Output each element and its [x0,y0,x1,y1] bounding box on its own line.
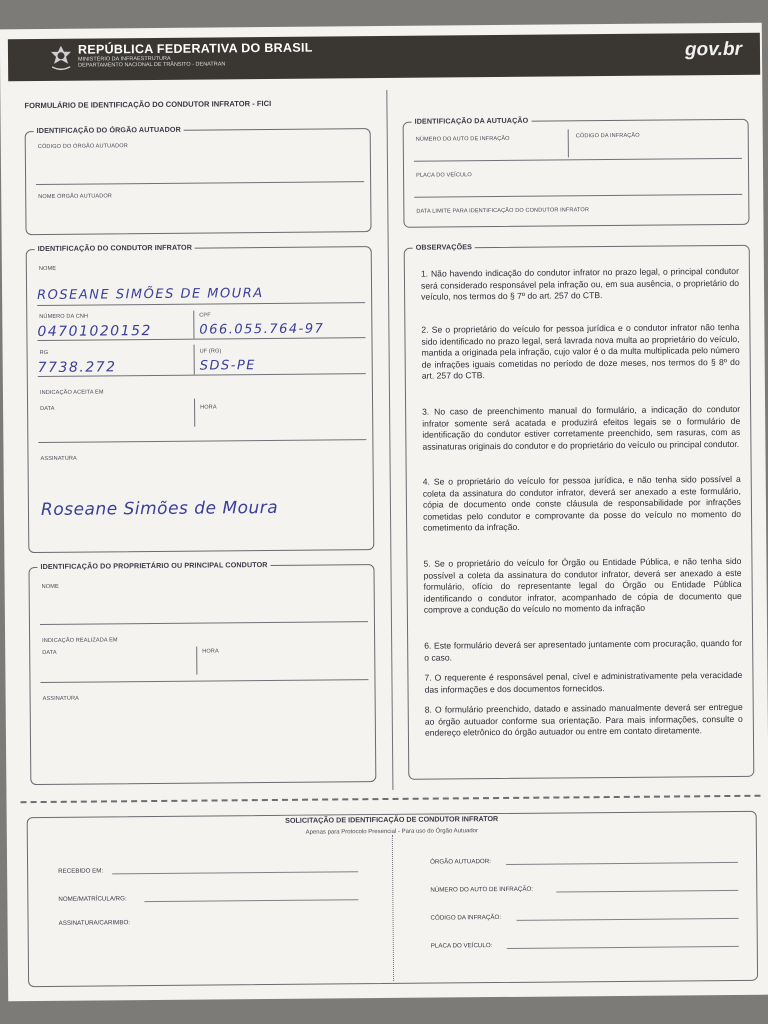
slip-name-label: NOME/MATRÍCULA/RG: [58,895,127,903]
slip-plate-field[interactable] [507,946,739,949]
slip-code-field[interactable] [517,918,739,921]
observacao-4: 4. Se o proprietário do veículo for pessoa jurídica, e não tenha sido possível a coleta da assinatura do condutor infrator, deverá ser anexado a este formulário, cópia de documento onde conste cláusula de responsabilidade por infrações cometidas pelo condutor e comprovante da posse do veículo no momento do cometimento da infração. [422,473,742,534]
brasao-icon [48,45,74,73]
solicitacao-section [27,811,758,987]
plate-label: PLACA DO VEÍCULO [416,172,472,179]
cpf-label: CPF [199,312,211,319]
observacao-5: 5. Se o proprietário do veículo for Órgão ou Entidade Pública, e não tenha sido possível a coleta da assinatura do condutor infrator, deverá ser anexado a este formulário, ofício do representante legal do Órgão ou Entidade Pública identificando o condutor infrator, acompanhado de cópia de documento que comprove a condução do veículo no momento da infração [423,555,742,616]
rg-divider [194,345,195,375]
proprietario-name-label: NOME [41,583,59,590]
form-page [0,23,768,1002]
plate-line[interactable] [414,194,742,198]
proprietario-date-line[interactable] [40,679,368,683]
condutor-signature-label: ASSINATURA [40,455,77,463]
auto-line[interactable] [414,158,742,162]
slip-auto-label: NÚMERO DO AUTO DE INFRAÇÃO: [430,885,534,894]
infraction-code-label: CÓDIGO DA INFRAÇÃO [575,132,640,140]
slip-plate-label: PLACA DO VEÍCULO: [430,942,493,950]
uf-label: UF (RG) [199,348,222,355]
proprietario-date-label: DATA [42,649,57,656]
form-title: FORMULÁRIO DE IDENTIFICAÇÃO DO CONDUTOR INFRATOR - FICI [24,98,272,111]
column-divider [386,90,393,790]
cnh-label: NÚMERO DA CNH [39,313,89,321]
received-field[interactable] [112,871,358,874]
ministry-name: MINISTÉRIO DA INFRAESTRUTURA [78,55,171,63]
proprietario-date-divider [196,647,197,675]
orgao-code-label: CÓDIGO DO ÓRGÃO AUTUADOR [37,143,128,151]
orgao-code-field[interactable] [36,181,364,185]
observacoes-section [404,242,755,780]
solicitacao-subtitle: Apenas para Protocolo Presencial - Para uso do Órgão Autuador [305,828,479,836]
condutor-section-title: IDENTIFICAÇÃO DO CONDUTOR INFRATOR [35,243,195,253]
slip-auto-field[interactable] [556,890,738,893]
observacoes-section-title: OBSERVAÇÕES [413,242,475,252]
department-name: DEPARTAMENTO NACIONAL DE TRÂNSITO - DENATRAN [78,61,226,69]
ministry-subtitle [78,55,225,68]
slip-code-label: CÓDIGO DA INFRAÇÃO: [430,914,502,922]
proprietario-name-field[interactable] [40,621,368,625]
orgao-name-label: NOME ÓRGÃO AUTUADOR [38,193,112,201]
observacao-8: 8. O formulário preenchido, datado e assinado manualmente deverá ser entregue ao órgão autuador conforme sua orientação. Para mais informações, consulte o endereço eletrônico do órgão autuador ou entre em contato diretamente. [424,701,743,738]
orgao-autuador-section [25,124,372,235]
observacao-3: 3. No caso de preenchimento manual do formulário, a indicação do condutor infrator somente será acatada e produzirá efeitos legais se o formulário de identificação do condutor estiver corretamente preenchido, sem rasuras, com as assinaturas originais do condutor e do proprietário do veículo ou principal condutor. [422,403,741,452]
condutor-infrator-section [26,242,375,553]
slip-name-field[interactable] [144,899,358,902]
orgao-section-title: IDENTIFICAÇÃO DO ÓRGÃO AUTUADOR [34,125,184,135]
slip-signature-label: ASSINATURA/CARIMBO: [58,919,131,927]
cnh-value[interactable]: 04701020152 [37,323,152,341]
observacao-6: 6. Este formulário deverá ser apresentado juntamente com procuração, quando for o caso. [424,637,743,663]
proprietario-time-label: HORA [202,648,219,655]
observacao-1: 1. Não havendo indicação do condutor infrator no prazo legal, o principal condutor será considerado responsável pela infração ou, em sua ausência, o proprietário do veículo, nos termos do § 7º do art. 257 do CTB. [420,265,740,302]
autuacao-section-title: IDENTIFICAÇÃO DA AUTUAÇÃO [412,116,532,126]
condutor-date-label: DATA [40,405,55,413]
condutor-name-line [37,302,365,306]
cpf-value[interactable]: 066.055.764-97 [199,321,325,338]
condutor-name-label: NOME [38,265,57,273]
cut-line [21,795,761,803]
received-label: RECEBIDO EM: [58,867,104,875]
rg-value[interactable]: 7738.272 [37,359,117,377]
autuacao-section [403,115,750,228]
observacao-2: 2. Se o proprietário do veículo for pessoa jurídica e o condutor infrator não tenha sido identificado no prazo legal, será lavrada nova multa ao proprietário do veículo, mantida a originada pela infração, cujo valor é o da multa multiplicada pelo número de infrações iguais cometidas no período de doze meses, nos termos do § 8º do art. 257 do CTB. [421,321,740,382]
government-header [8,33,760,82]
slip-orgao-field[interactable] [506,862,738,865]
proprietario-section-title: IDENTIFICAÇÃO DO PROPRIETÁRIO OU PRINCIPAL CONDUTOR [37,560,270,571]
slip-divider [392,835,394,981]
accepted-label: INDICAÇÃO ACEITA EM [39,389,104,397]
proprietario-signature-label: ASSINATURA [42,695,79,702]
auto-label: NÚMERO DO AUTO DE INFRAÇÃO [415,135,510,143]
solicitacao-title: SOLICITAÇÃO DE IDENTIFICAÇÃO DE CONDUTOR INFRATOR [281,814,502,825]
uf-value[interactable]: SDS-PE [199,358,257,374]
condutor-name-value[interactable]: ROSEANE SIMÕES DE MOURA [37,286,264,304]
made-label: INDICAÇÃO REALIZADA EM [42,637,118,644]
condutor-time-label: HORA [200,404,217,411]
deadline-label: DATA LIMITE PARA IDENTIFICAÇÃO DO CONDUTOR INFRATOR [416,207,590,215]
proprietario-section [28,560,376,785]
govbr-logo[interactable]: gov.br [684,38,743,61]
cnh-divider [193,311,194,339]
auto-divider [568,129,569,157]
condutor-signature[interactable]: Roseane Simões de Moura [40,497,279,521]
rg-label: RG [39,349,49,357]
slip-orgao-label: ÓRGÃO AUTUADOR: [430,858,491,866]
observacao-7: 7. O requerente é responsável penal, cível e administrativamente pela veracidade das informações e dos documentos fornecidos. [424,669,743,695]
date-line[interactable] [38,439,366,443]
republic-title: REPÚBLICA FEDERATIVA DO BRASIL [77,40,313,57]
date-time-divider [194,399,195,427]
